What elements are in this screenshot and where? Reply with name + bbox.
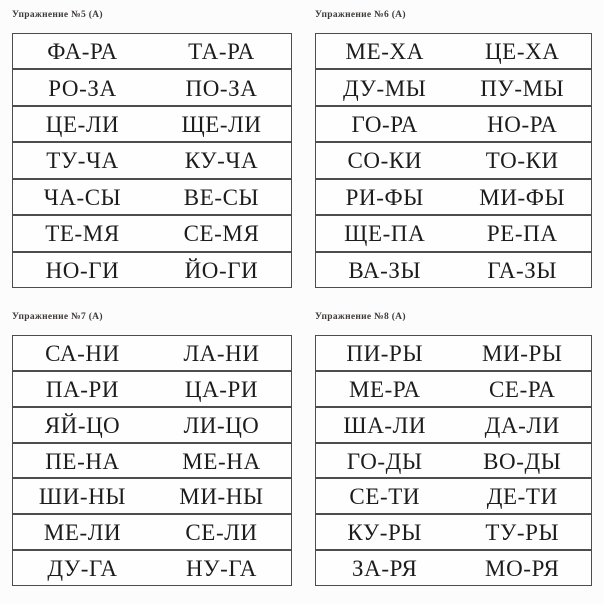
table-row — [315, 142, 592, 178]
syllable-word: ВА-ЗЫ — [348, 257, 422, 283]
exercise-title: Упражнение №7 (А) — [12, 312, 103, 322]
syllable-word: МИ-ФЫ — [479, 184, 566, 210]
table-row — [315, 252, 592, 288]
table-row — [315, 33, 592, 69]
syllable-table — [12, 33, 292, 288]
syllable-word: РЕ-ПА — [486, 221, 558, 247]
syllable-word: ЦЕ-ХА — [484, 39, 560, 65]
table-row — [315, 407, 592, 443]
syllable-word: СЕ-МЯ — [183, 221, 260, 247]
syllable-word: МЕ-ЛИ — [43, 520, 122, 546]
table-row — [12, 550, 292, 586]
syllable-word: ВО-ДЫ — [483, 448, 562, 474]
syllable-word: ЦА-РИ — [184, 376, 259, 402]
syllable-word: КУ-ЧА — [184, 148, 259, 174]
syllable-word: СЕ-РА — [488, 376, 556, 402]
syllable-word: ЯЙ-ЦО — [44, 412, 121, 438]
syllable-word: ТУ-ЧА — [46, 148, 119, 174]
syllable-word: ЩЕ-ЛИ — [181, 112, 262, 138]
table-row — [12, 33, 292, 69]
table-row — [12, 371, 292, 407]
syllable-word: ЗА-РЯ — [352, 556, 418, 582]
syllable-word: ПО-ЗА — [185, 75, 258, 101]
table-row — [12, 69, 292, 105]
exercise-title: Упражнение №6 (А) — [315, 10, 406, 20]
syllable-table — [315, 33, 592, 288]
table-row — [315, 335, 592, 371]
table-row — [315, 550, 592, 586]
syllable-word: ЙО-ГИ — [184, 257, 259, 283]
table-row — [315, 514, 592, 550]
exercise-panel-6 — [315, 9, 592, 288]
exercise-panel-5 — [12, 9, 292, 288]
table-row — [315, 478, 592, 514]
syllable-word: ПУ-МЫ — [480, 75, 565, 101]
table-row — [12, 215, 292, 251]
table-row — [315, 215, 592, 251]
syllable-word: РО-ЗА — [48, 75, 117, 101]
syllable-word: ТО-КИ — [485, 148, 559, 174]
syllable-word: ТА-РА — [188, 39, 255, 65]
syllable-word: ДУ-МЫ — [343, 75, 427, 101]
table-row — [315, 443, 592, 479]
exercise-title: Упражнение №8 (А) — [315, 312, 406, 322]
syllable-word: ЛА-НИ — [183, 340, 260, 366]
syllable-word: ДЕ-ТИ — [486, 484, 558, 510]
syllable-word: МЕ-ХА — [345, 39, 424, 65]
syllable-word: ФА-РА — [47, 39, 118, 65]
table-row — [12, 106, 292, 142]
syllable-word: ВЕ-СЫ — [183, 184, 260, 210]
syllable-word: НУ-ГА — [186, 556, 257, 582]
table-row — [12, 179, 292, 215]
syllable-word: СО-КИ — [347, 148, 423, 174]
syllable-word: ЛИ-ЦО — [183, 412, 260, 438]
syllable-word: МЕ-РА — [348, 376, 421, 402]
table-row — [12, 443, 292, 479]
table-row — [12, 335, 292, 371]
syllable-word: НО-ГИ — [45, 257, 120, 283]
table-row — [12, 252, 292, 288]
exercise-panel-8 — [315, 311, 592, 586]
table-row — [315, 106, 592, 142]
syllable-word: ШИ-НЫ — [38, 484, 127, 510]
syllable-word: ЦЕ-ЛИ — [45, 112, 120, 138]
syllable-word: ПЕ-НА — [45, 448, 120, 474]
syllable-word: ЩЕ-ПА — [344, 221, 426, 247]
syllable-word: КУ-РЫ — [347, 520, 423, 546]
exercise-panel-7 — [12, 311, 292, 586]
syllable-word: ЧА-СЫ — [43, 184, 122, 210]
syllable-word: РИ-ФЫ — [345, 184, 424, 210]
table-row — [315, 179, 592, 215]
syllable-word: ГО-ДЫ — [346, 448, 423, 474]
table-row — [12, 478, 292, 514]
syllable-word: ТЕ-МЯ — [45, 221, 120, 247]
syllable-word: МО-РЯ — [485, 556, 560, 582]
table-row — [12, 407, 292, 443]
syllable-word: ДА-ЛИ — [484, 412, 560, 438]
table-row — [315, 371, 592, 407]
table-row — [315, 69, 592, 105]
syllable-word: ПА-РИ — [45, 376, 120, 402]
syllable-word: ДУ-ГА — [47, 556, 118, 582]
syllable-table — [12, 335, 292, 586]
syllable-word: СЕ-ТИ — [349, 484, 421, 510]
syllable-word: ГО-РА — [351, 112, 418, 138]
syllable-word: ПИ-РЫ — [346, 340, 424, 366]
exercise-title: Упражнение №5 (А) — [12, 10, 103, 20]
syllable-word: ГА-ЗЫ — [487, 257, 558, 283]
syllable-word: СА-НИ — [45, 340, 120, 366]
syllable-word: МЕ-НА — [182, 448, 261, 474]
syllable-table — [315, 335, 592, 586]
syllable-word: СЕ-ЛИ — [185, 520, 258, 546]
syllable-word: МИ-РЫ — [481, 340, 563, 366]
syllable-word: ША-ЛИ — [343, 412, 427, 438]
table-row — [12, 142, 292, 178]
table-row — [12, 514, 292, 550]
syllable-word: НО-РА — [487, 112, 558, 138]
syllable-word: ТУ-РЫ — [485, 520, 560, 546]
syllable-word: МИ-НЫ — [179, 484, 264, 510]
